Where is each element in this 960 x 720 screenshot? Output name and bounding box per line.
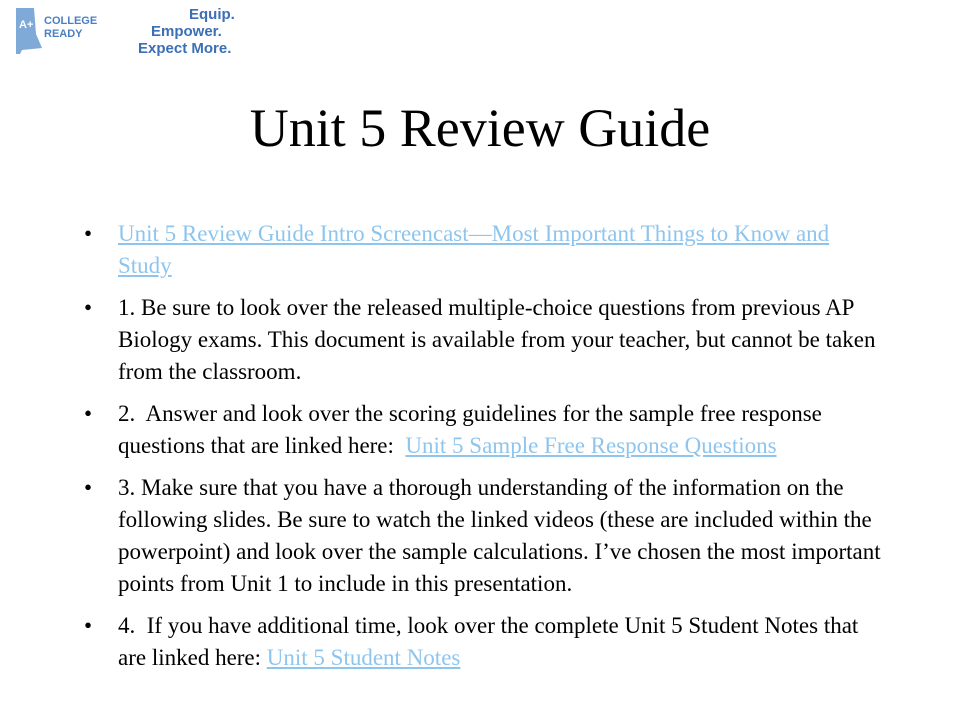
logo-org-line1: COLLEGE <box>44 15 98 27</box>
bullet-item-2 <box>84 398 884 462</box>
sample-free-response-link[interactable]: Unit 5 Sample Free Response Questions <box>405 433 777 458</box>
logo-tagline-1: Equip. <box>189 6 235 23</box>
bullet-item-4 <box>84 610 884 674</box>
intro-screencast-link[interactable]: Unit 5 Review Guide Intro Screencast—Most Important Things to Know and Study <box>118 221 830 278</box>
bullet-text-4: 4. If you have additional time, look over the complete Unit 5 Student Notes that are linked here: <box>118 613 865 670</box>
bullet-text-3: 3. Make sure that you have a thorough understanding of the information on the following slides. Be sure to watch the linked videos (these are included within the powerpoint) and look over the sample calculations. I’ve chosen the most important points from Unit 1 to include in this presentation. <box>118 475 881 596</box>
logo-graphic <box>14 4 254 58</box>
college-ready-logo <box>14 4 254 58</box>
bullet-item-intro <box>84 218 884 282</box>
logo-tagline-2: Empower. <box>151 23 222 40</box>
student-notes-link[interactable]: Unit 5 Student Notes <box>266 645 461 670</box>
bullet-text-2: 2. Answer and look over the scoring guidelines for the sample free response questions that are linked here: <box>118 401 828 458</box>
bullet-text-1: 1. Be sure to look over the released multiple-choice questions from previous AP Biology exams. This document is available from your teacher, but cannot be taken from the classroom. <box>118 295 876 384</box>
bullet-item-3 <box>84 472 884 600</box>
logo-tagline-3: Expect More. <box>138 40 232 57</box>
alabama-state-icon <box>16 8 42 54</box>
bullet-item-1 <box>84 292 884 388</box>
bullet-list <box>84 218 884 684</box>
logo-badge-text: A+ <box>19 19 34 31</box>
logo-org-line2: READY <box>44 28 83 40</box>
page-title: Unit 5 Review Guide <box>249 98 711 158</box>
